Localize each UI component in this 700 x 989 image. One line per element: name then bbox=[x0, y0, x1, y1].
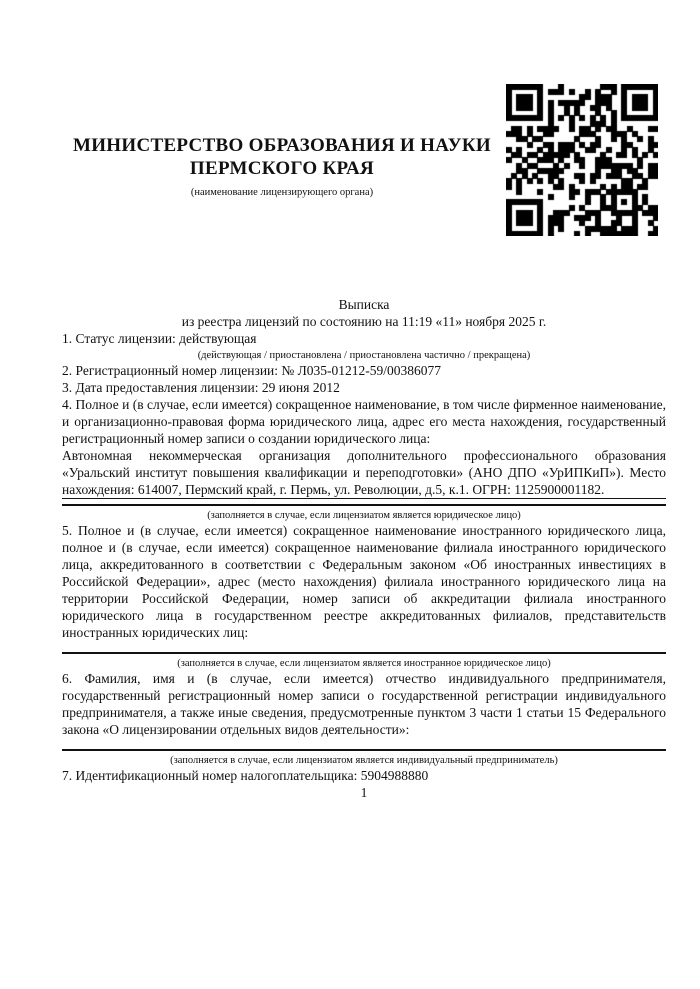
page-number: 1 bbox=[360, 785, 368, 800]
item-2-registration-number: 2. Регистрационный номер лицензии: № Л035-01212-59/00386077 bbox=[62, 363, 442, 378]
qr-code-icon bbox=[506, 84, 658, 236]
ministry-header bbox=[62, 134, 502, 199]
item-4-legal-entity-value: Автономная некоммерческая организация дополнительного профессионального образования «Уральский институт повышения квалификации и переподготовки» (АНО ДПО «УрИПКиП»). Место нахождения: 614007, Пермский край, г. Пермь, ул. Революции, д.5, к.1. ОГРН: 1125900001182. bbox=[62, 448, 666, 497]
item-4-caption: (заполняется в случае, если лицензиатом является юридическое лицо) bbox=[207, 510, 521, 521]
item-4-field-rule bbox=[62, 504, 666, 506]
item-4-legal-entity-label: 4. Полное и (в случае, если имеется) сокращенное наименование, в том числе фирменное наименование, и организационно-правовая форма юридического лица, адрес его места нахождения, государственный регистрационный номер записи о создании юридического лица: bbox=[62, 397, 666, 446]
item-6-field-rule bbox=[62, 749, 666, 751]
ministry-caption: (наименование лицензирующего органа) bbox=[190, 187, 374, 198]
item-3-license-date: 3. Дата предоставления лицензии: 29 июня 2012 bbox=[62, 380, 340, 395]
item-5-foreign-entity-label: 5. Полное и (в случае, если имеется) сокращенное наименование иностранного юридического лица, полное и (в случае, если имеется) сокращенное наименование филиала иностранного юридического лица, аккредитованного в соответствии с Федеральным законом «Об иностранных инвестициях в Российской Федерации», адрес (место нахождения) филиала иностранного юридического лица на территории Российской Федерации, номер записи об аккредитации филиала иностранного юридического лица в государственном реестре аккредитованных филиалов, представительств иностранных юридических лиц: bbox=[62, 523, 666, 640]
item-6-caption: (заполняется в случае, если лицензиатом является индивидуальный предприниматель) bbox=[170, 755, 558, 766]
item-6-entrepreneur-label: 6. Фамилия, имя и (в случае, если имеется) отчество индивидуального предпринимателя, государственный регистрационный номер записи о государственной регистрации индивидуального предпринимателя, а также иные сведения, предусмотренные пунктом 3 части 1 статьи 15 Федерального закона «О лицензировании отдельных видов деятельности»: bbox=[62, 671, 666, 737]
qr-code-canvas bbox=[506, 84, 658, 236]
item-5-field-rule bbox=[62, 652, 666, 654]
ministry-name: МИНИСТЕРСТВО ОБРАЗОВАНИЯ И НАУКИ ПЕРМСКОГО КРАЯ bbox=[72, 135, 492, 179]
item-1-caption: (действующая / приостановлена / приостановлена частично / прекращена) bbox=[197, 350, 531, 361]
document-body bbox=[62, 296, 666, 801]
item-5-caption: (заполняется в случае, если лицензиатом является иностранное юридическое лицо) bbox=[177, 658, 551, 669]
item-1-license-status: 1. Статус лицензии: действующая bbox=[62, 331, 257, 346]
item-7-taxpayer-number: 7. Идентификационный номер налогоплательщика: 5904988880 bbox=[62, 768, 429, 783]
document-subtitle: из реестра лицензий по состоянию на 11:19 «11» ноября 2025 г. bbox=[181, 314, 547, 329]
document-title: Выписка bbox=[338, 297, 390, 312]
